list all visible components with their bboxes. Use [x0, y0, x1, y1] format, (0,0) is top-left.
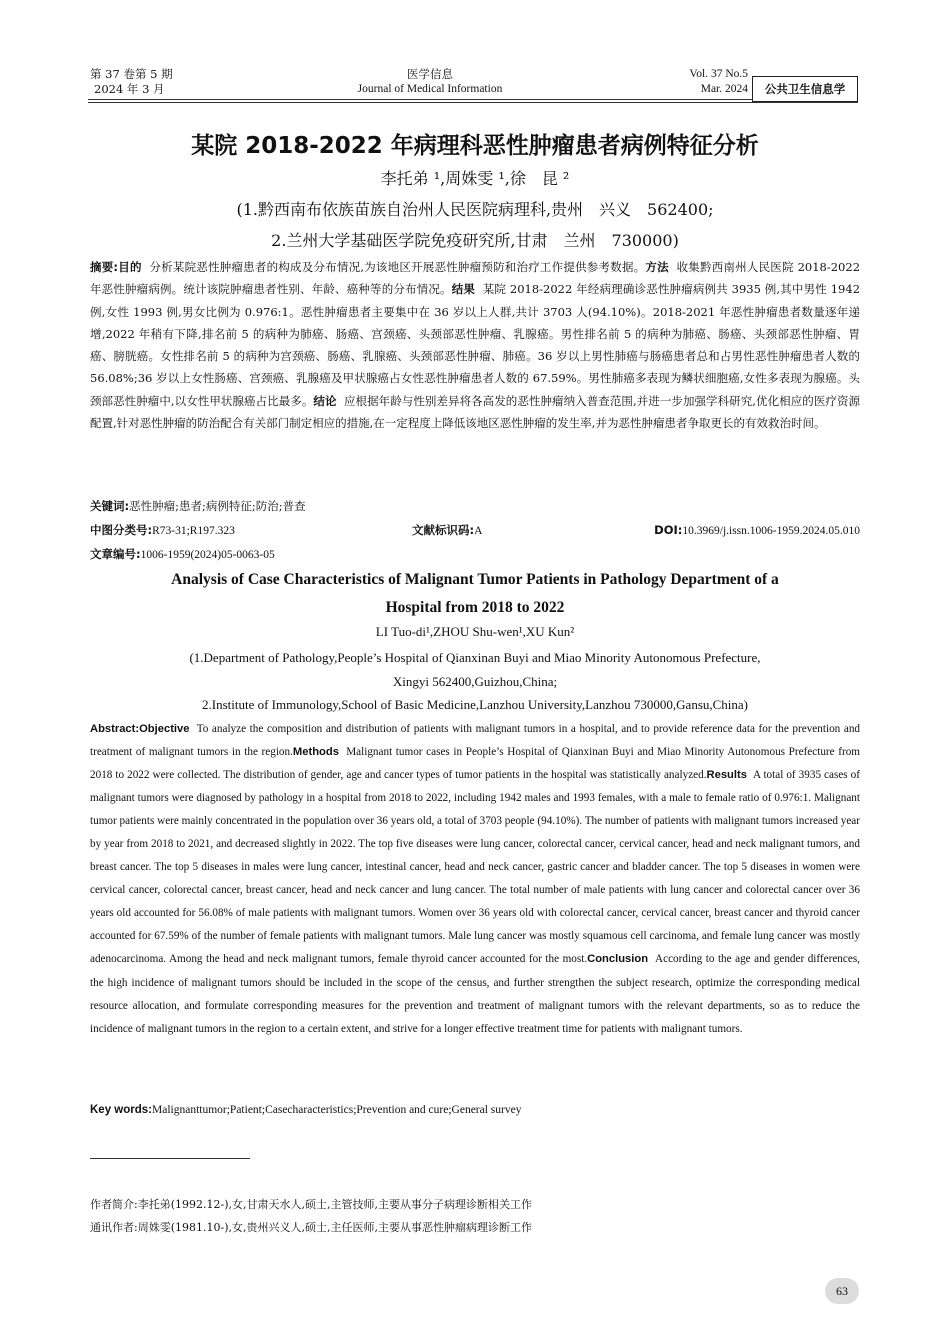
- authors-en: LI Tuo-di¹,ZHOU Shu-wen¹,XU Kun²: [375, 624, 575, 639]
- doc-code-text: A: [474, 525, 483, 537]
- abstract-en-label: Abstract:: [90, 723, 140, 735]
- date-cn: 2024 年 3 月: [94, 82, 165, 96]
- abstract-label: 摘要:: [90, 260, 119, 274]
- conclusion-en-text: According to the age and gender differences, the high incidence of malignant tumors should be included in the scope of the census, and further strengthen the subject research, optimize the corresponding medical resource allocation, and formulate corresponding measures for the prevention and treatment of malignant tumors with the relevant departments, so as to reduce the incidence of malignant tumors in the region to a certain extent, and strive for a longer effective treatment time for patients with malignant tumors.: [90, 953, 860, 1035]
- keywords-label: 关键词:: [90, 499, 130, 513]
- authors-cn: 李托弟 ¹,周姝雯 ¹,徐 昆 ²: [380, 169, 570, 188]
- affiliation-cn-1: (1.黔西南布依族苗族自治州人民医院病理科,贵州 兴义 562400;: [236, 200, 714, 219]
- objective-text: 分析某院恶性肿瘤患者的构成及分布情况,为该地区开展恶性肿瘤预防和治疗工作提供参考数据。: [149, 260, 646, 274]
- abstract-en: [90, 718, 860, 1041]
- date-en: Mar. 2024: [700, 83, 748, 95]
- objective-en-label: Objective: [139, 723, 190, 735]
- keywords-en-label: Key words:: [90, 1104, 152, 1116]
- keywords-cn: [90, 496, 306, 516]
- page-number: 63: [825, 1278, 859, 1304]
- objective-label: 目的: [118, 260, 142, 274]
- keywords-en-text: Malignanttumor;Patient;Casecharacteristics;Prevention and cure;General survey: [152, 1104, 522, 1116]
- journal-name: [300, 67, 560, 97]
- affiliation-cn-2: 2.兰州大学基础医学院免疫研究所,甘肃 兰州 730000): [271, 231, 679, 250]
- conclusion-label: 结论: [313, 393, 337, 408]
- volume-issue-en: Vol. 37 No.5: [689, 68, 748, 80]
- journal-issue-en: [640, 67, 748, 97]
- conclusion-en-label: Conclusion: [587, 953, 649, 966]
- methods-en-label: Methods: [292, 746, 339, 759]
- section-badge: 公共卫生信息学: [752, 76, 858, 102]
- clc-text: R73-31;R197.323: [152, 525, 235, 537]
- doc-code-label: 文献标识码:: [412, 523, 475, 537]
- footnote-rule: [90, 1158, 250, 1159]
- doi: [560, 520, 860, 541]
- results-label: 结果: [451, 282, 476, 297]
- document-code: [412, 520, 482, 541]
- footnote-corresponding-author: 通讯作者:周姝雯(1981.10-),女,贵州兴义人,硕士,主任医师,主要从事恶性肿瘤病理诊断工作: [90, 1221, 532, 1234]
- article-number: [90, 544, 275, 565]
- journal-name-cn: 医学信息: [407, 67, 453, 81]
- article-no-label: 文章编号:: [90, 547, 141, 561]
- affiliation-en-1: (1.Department of Pathology,People’s Hospital of Qianxinan Buyi and Miao Minority Autonomous Prefecture,: [189, 650, 761, 665]
- footnote-author-info: 作者简介:李托弟(1992.12-),女,甘肃天水人,硕士,主管技师,主要从事分子病理诊断相关工作: [90, 1198, 532, 1211]
- keywords-text: 恶性肿瘤;患者;病例特征;防治;普查: [129, 499, 306, 513]
- abstract-cn: [90, 256, 860, 434]
- header-rule-2: [88, 102, 858, 103]
- methods-label: 方法: [645, 260, 669, 274]
- objective-en-text: To analyze the composition and distribution of patients with malignant tumors in a hospital, and to provide reference data for the prevention and treatment of malignant tumors in the region.: [90, 723, 861, 759]
- title-cn: 某院 2018-2022 年病理科恶性肿瘤患者病例特征分析: [191, 133, 759, 159]
- methods-en-text: Malignant tumor cases in People’s Hospital of Qianxinan Buyi and Miao Minority Autonomous Prefecture from 2018 to 2022 were collected. The distribution of gender, age and cancer types of tumor patients in the hospital was statistically analyzed.: [90, 746, 860, 782]
- journal-name-en: Journal of Medical Information: [357, 83, 503, 95]
- methods-text: 收集黔西南州人民医院 2018-2022 年恶性肿瘤病例。统计该院肿瘤患者性别、年龄、癌种等的分布情况。: [90, 260, 861, 297]
- doi-text: 10.3969/j.issn.1006-1959.2024.05.010: [682, 525, 860, 537]
- keywords-en: [90, 1104, 521, 1116]
- affiliation-en-2: Xingyi 562400,Guizhou,China;: [392, 674, 558, 689]
- clc-label: 中图分类号:: [90, 523, 153, 537]
- doi-label: DOI:: [654, 523, 683, 537]
- results-en-text: A total of 3935 cases of malignant tumors were diagnosed by pathology in a hospital from 2018 to 2022, including 1942 males and 1993 females, with a male to female ratio of 0.976:1. Malignant tumor patients were mainly concentrated in the population over 36 years old, a total of 3703 people (94.10%). The number of patients with malignant tumors increased year by year from 2018 to 2021, and decreased slightly in 2022. The top five diseases were lung cancer, colorectal cancer, cervical cancer, head and neck malignant tumors, and breast cancer. The top 5 diseases in males were lung cancer, intestinal cancer, head and neck cancer, gastric cancer and bladder cancer. The top 5 diseases in women were cervical cancer, colorectal cancer, breast cancer, head and neck cancer and lung cancer. The total number of male patients with lung cancer and colorectal cancer over 36 years old accounted for 56.08% of male patients with malignant tumors. Women over 36 years old with colorectal cancer, cervical cancer, breast cancer and thyroid cancer accounted for 67.59% of the number of female patients with malignant tumors. Male lung cancer was mostly squamous cell carcinoma, and female lung cancer was mostly adenocarcinoma. Among the head and neck malignant tumors, female thyroid cancer accounted for the most.: [90, 769, 860, 966]
- header-rule: [88, 99, 858, 100]
- results-en-label: Results: [706, 769, 747, 782]
- volume-issue-cn: 第 37 卷第 5 期: [90, 67, 173, 81]
- clc-number: [90, 520, 235, 541]
- journal-issue: [90, 67, 173, 97]
- article-no-text: 1006-1959(2024)05-0063-05: [140, 549, 275, 561]
- title-en: Analysis of Case Characteristics of Malignant Tumor Patients in Pathology Department of a Hospital from 2018 to 2022: [171, 571, 779, 616]
- conclusion-text: 应根据年龄与性别差异将各高发的恶性肿瘤纳入普查范围,并进一步加强学科研究,优化相应的医疗资源配置,针对恶性肿瘤的防治配合有关部门制定相应的措施,在一定程度上降低该地区恶性肿瘤的发生率,并为恶性肿瘤患者争取更长的有效救治时间。: [90, 393, 861, 431]
- affiliation-en-3: 2.Institute of Immunology,School of Basic Medicine,Lanzhou University,Lanzhou 730000,Gansu,China): [201, 697, 749, 712]
- results-text: 某院 2018-2022 年经病理确诊恶性肿瘤病例共 3935 例,其中男性 1942 例,女性 1993 例,男女比例为 0.976:1。恶性肿瘤患者主要集中在 36 岁以上人群,共计 3703 人(94.10%)。2018-2021 年恶性肿瘤患者数量逐年递增,2022 年稍有下降,排名前 5 的病种为肺癌、肠癌、宫颈癌、头颈部恶性肿瘤、乳腺癌。男性排名前 5 的病种为肺癌、肠癌、头颈部恶性肿瘤、胃癌、膀胱癌。女性排名前 5 的病种为宫颈癌、肠癌、乳腺癌、头颈部恶性肿瘤、肺癌。36 岁以上男性肺癌与肠癌患者总和占男性恶性肿瘤患者人数的 56.08%;36 岁以上女性肠癌、宫颈癌、乳腺癌及甲状腺癌占女性恶性肿瘤患者人数的 67.59%。男性肺癌多表现为鳞状细胞癌,女性多表现为腺癌。头颈部恶性肿瘤中,以女性甲状腺癌占比最多。: [90, 282, 861, 408]
